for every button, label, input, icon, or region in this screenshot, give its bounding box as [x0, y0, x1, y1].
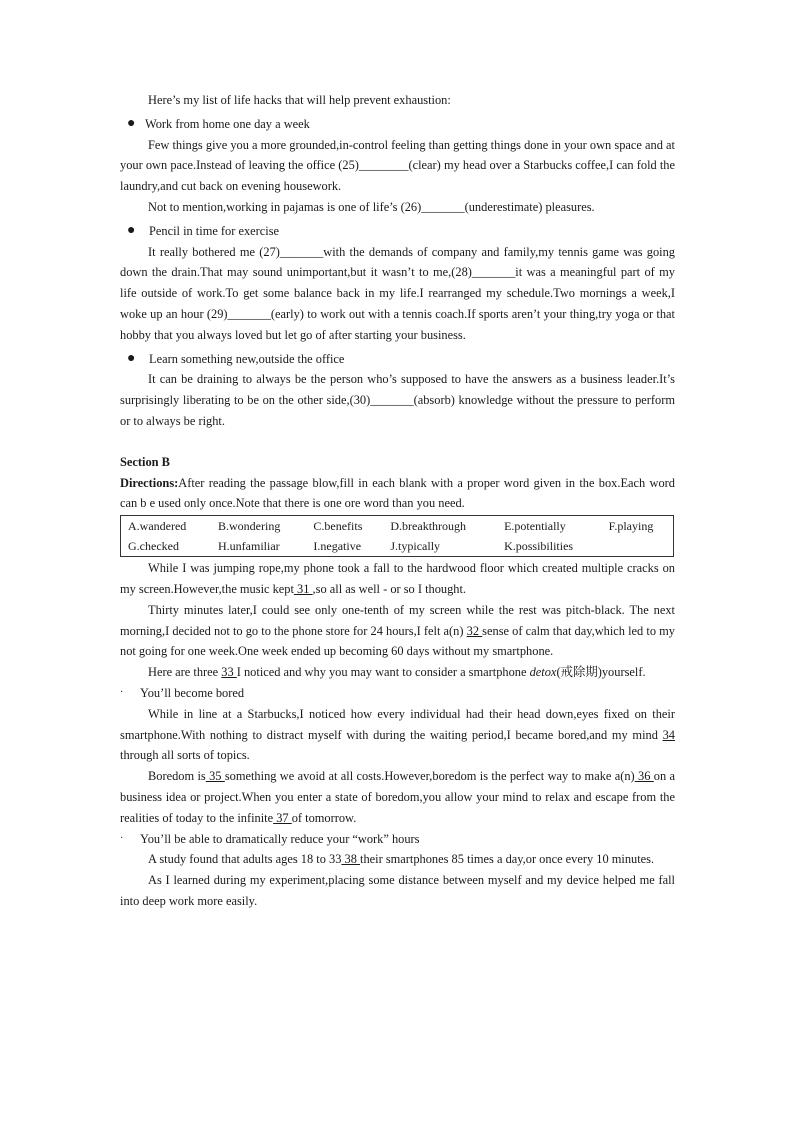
sub-point-bored — [120, 683, 675, 704]
blank-32: 32 — [466, 623, 483, 638]
paragraph: It really bothered me (27)_______with the demands of company and family,my tennis game was going down the drain.That may sound unimportant,but it wasn’t to me,(28)_______it was a meaningful part of my life outside of work.To get some balance back in my life.I rearranged my schedule.Two mornings a week,I woke up an hour (29)_______(early) to work out with a tennis coach.If sports aren’t your thing,try yoga or that hobby that you always loved but let go of after starting your business. — [120, 244, 675, 342]
text: something we avoid at all costs.However,boredom is the perfect way to make a(n) — [224, 769, 635, 784]
blank-35: 35 — [205, 769, 225, 784]
paragraph: It can be draining to always be the person who’s supposed to have the answers as a business leader.It’s surprisingly liberating to be on the other side,(30)_______(absorb) knowledge without the pressure to perform or to always be right. — [120, 372, 675, 428]
text: A study found that adults ages 18 to 33 — [148, 852, 342, 867]
bullet-dot-icon: · — [120, 686, 124, 698]
bullet-item-learn — [120, 349, 675, 370]
directions-text: After reading the passage blow,fill in each blank with a proper word given in the box.Each word can b e used only once.Note that there is one ore word than you need. — [120, 475, 675, 511]
word-option: K.possibilities — [504, 539, 574, 554]
paragraph — [120, 704, 675, 766]
word-option: G.checked — [128, 539, 179, 554]
sub-point-title: You’ll become bored — [140, 685, 245, 700]
word-box-row — [121, 516, 674, 537]
paragraph — [120, 849, 675, 870]
word-option: A.wandered — [128, 519, 187, 534]
paragraph — [120, 662, 675, 683]
text: on a business idea or project.When you enter a state of boredom,you allow your mind to relax and escape from the realities of today to the infinite — [120, 769, 676, 825]
word-box — [120, 515, 674, 557]
sub-point-work-hours — [120, 829, 675, 850]
text: I noticed and why you may want to consider a smartphone — [236, 665, 530, 680]
text: Boredom is — [148, 769, 206, 784]
word-option: E.potentially — [504, 519, 566, 534]
document-page — [120, 90, 675, 912]
word-option: H.unfamiliar — [218, 539, 280, 554]
word-option: B.wondering — [218, 519, 281, 534]
blank-36: 36 — [634, 769, 654, 784]
blank-37: 37 — [273, 810, 292, 825]
word-option: C.benefits — [313, 519, 363, 534]
bullet-item-exercise — [120, 221, 675, 242]
blank-34: 34 — [662, 727, 675, 742]
word-option: I.negative — [313, 539, 362, 554]
paragraph — [120, 558, 675, 600]
text: of tomorrow. — [291, 810, 357, 825]
text: While in line at a Starbucks,I noticed how every individual had their head down,eyes fixed on their smartphone.With nothing to distract myself with during the waiting period,I became bored,and my mind — [120, 706, 675, 742]
paragraph — [120, 766, 675, 828]
text: Thirty minutes later,I could see only one-tenth of my screen while the rest was pitch-black. The next morning,I decided not to go to the phone store for 24 hours,I felt a(n) — [120, 602, 675, 638]
paragraph: Few things give you a more grounded,in-control feeling than getting things done in your own space and at your own pace.Instead of leaving the office (25)________(clear) my head over a Starbucks coffee,I can fold the laundry,and cut back on evening housework. — [120, 137, 675, 194]
bullet-item-work-from-home — [120, 114, 675, 135]
section-heading: Section B — [120, 454, 170, 469]
bullet-dot-icon: · — [120, 832, 124, 844]
sub-point-title: You’ll be able to dramatically reduce your “work” hours — [140, 831, 420, 846]
bullet-icon: ● — [127, 115, 136, 131]
paragraph: As I learned during my experiment,placing some distance between myself and my device helped me fall into deep work more easily. — [120, 873, 675, 908]
text: ,so all as well - or so I thought. — [312, 581, 467, 596]
directions-label: Directions: — [120, 475, 179, 490]
directions — [120, 473, 675, 515]
blank-38: 38 — [341, 852, 361, 867]
blank-31: 31 — [293, 581, 313, 596]
text: (戒除期)yourself. — [556, 665, 646, 680]
italic-term: detox — [529, 665, 557, 680]
intro-text: Here’s my list of life hacks that will help prevent exhaustion: — [148, 93, 451, 107]
text: their smartphones 85 times a day,or once every 10 minutes. — [360, 852, 655, 867]
blank-33: 33 — [221, 665, 237, 680]
text: Here are three — [148, 665, 222, 680]
bullet-icon: ● — [127, 350, 136, 366]
word-box-row — [121, 536, 674, 557]
word-option: F.playing — [608, 519, 654, 534]
word-option: D.breakthrough — [390, 519, 467, 534]
word-option: J.typically — [390, 539, 441, 554]
paragraph: Not to mention,working in pajamas is one of life’s (26)_______(underestimate) pleasures. — [148, 199, 595, 214]
bullet-icon: ● — [127, 222, 136, 238]
paragraph — [120, 600, 675, 662]
text: While I was jumping rope,my phone took a fall to the hardwood floor which created multiple cracks on my screen.However,the music kept — [120, 561, 675, 596]
bullet-title: Learn something new,outside the office — [149, 351, 345, 366]
word-option — [602, 536, 674, 557]
bullet-title: Work from home one day a week — [145, 116, 310, 131]
text: sense of calm that day,which led to my not going for one week.One week ended up becoming 60 days without my smartphone. — [120, 623, 675, 659]
text: through all sorts of topics. — [120, 748, 250, 763]
bullet-title: Pencil in time for exercise — [149, 223, 280, 238]
